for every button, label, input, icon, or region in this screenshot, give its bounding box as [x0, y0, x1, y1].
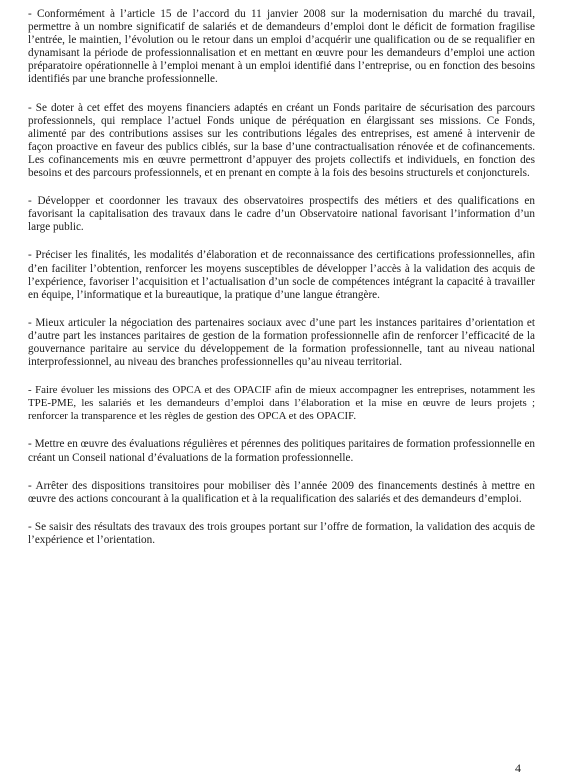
page-number: 4 — [515, 761, 521, 775]
paragraph-article-15: - Conformément à l’article 15 de l’accord du 11 janvier 2008 sur la modernisation du marché du travail, permettre à un nombre significatif de salariés et de demandeurs d’emploi dont le déficit de formation fragilise l’entrée, le maintien, l’évolution ou le retour dans un emploi d’acquérir une qualification ou de se requalifier en dynamisant la période de professionnalisation et en mettant en œuvre pour les demandeurs d’emploi une action préparatoire opérationnelle à l’emploi menant à un emploi identifié dans l’entreprise, ou en fonction des besoins identifiés par une branche professionnelle. — [28, 8, 535, 86]
document-page — [28, 8, 535, 562]
paragraph-fonds-paritaire: - Se doter à cet effet des moyens financiers adaptés en créant un Fonds paritaire de sécurisation des parcours professionnels, qui remplace l’actuel Fonds unique de péréquation en élargissant ses missions. Ce Fonds, alimenté par des contributions assises sur les contributions légales des entreprises, est amené à intervenir de façon proactive en faveur des publics ciblés, sur la base d’une contractualisation rénovée et de cofinancements. Les cofinancements mis en œuvre permettront d’appuyer des projets collectifs et individuels, en fonction des besoins et des parcours professionnels, et en prenant en compte à la fois des besoins structurels et conjoncturels. — [28, 101, 535, 180]
paragraph-resultats-travaux: - Se saisir des résultats des travaux des trois groupes portant sur l’offre de formation, la validation des acquis de l’expérience et l’orientation. — [28, 520, 535, 546]
paragraph-evaluations: - Mettre en œuvre des évaluations régulières et pérennes des politiques paritaires de formation professionnelle en créant un Conseil national d’évaluations de la formation professionnelle. — [28, 438, 535, 464]
paragraph-certifications: - Préciser les finalités, les modalités d’élaboration et de reconnaissance des certifications professionnelles, afin d’en faciliter l’obtention, renforcer les moyens susceptibles de développer l’accès à la validation des acquis de l’expérience, favoriser l’acquisition et l’actualisation d’un socle de compétences intégrant la capacité à travailler en équipe, l’informatique et la bureautique, la pratique d’une langue étrangère. — [28, 249, 535, 301]
paragraph-opca-opacif: - Faire évoluer les missions des OPCA et des OPACIF afin de mieux accompagner les entreprises, notamment les TPE-PME, les salariés et les demandeurs d’emploi dans l’élaboration et la mise en œuvre de leurs projets ; renforcer la transparence et les règles de gestion des OPCA et des OPACIF. — [28, 384, 535, 423]
paragraph-observatoires: - Développer et coordonner les travaux des observatoires prospectifs des métiers et des qualifications en favorisant la capitalisation des travaux dans le cadre d’un Observatoire national favorisant l’information d’un large public. — [28, 195, 535, 234]
paragraph-dispositions-transitoires: - Arrêter des dispositions transitoires pour mobiliser dès l’année 2009 des financements destinés à mettre en œuvre des actions concourant à la qualification et à la requalification des salariés et des demandeurs d’emploi. — [28, 479, 535, 505]
paragraph-negociation: - Mieux articuler la négociation des partenaires sociaux avec d’une part les instances paritaires d’orientation et d’autre part les instances paritaires de gestion de la formation professionnelle afin de renforcer l’efficacité de la gouvernance paritaire au service du développement de la formation professionnelle, tant au niveau national interprofessionnel, au niveau des branches professionnelles qu’au niveau territorial. — [28, 316, 535, 369]
